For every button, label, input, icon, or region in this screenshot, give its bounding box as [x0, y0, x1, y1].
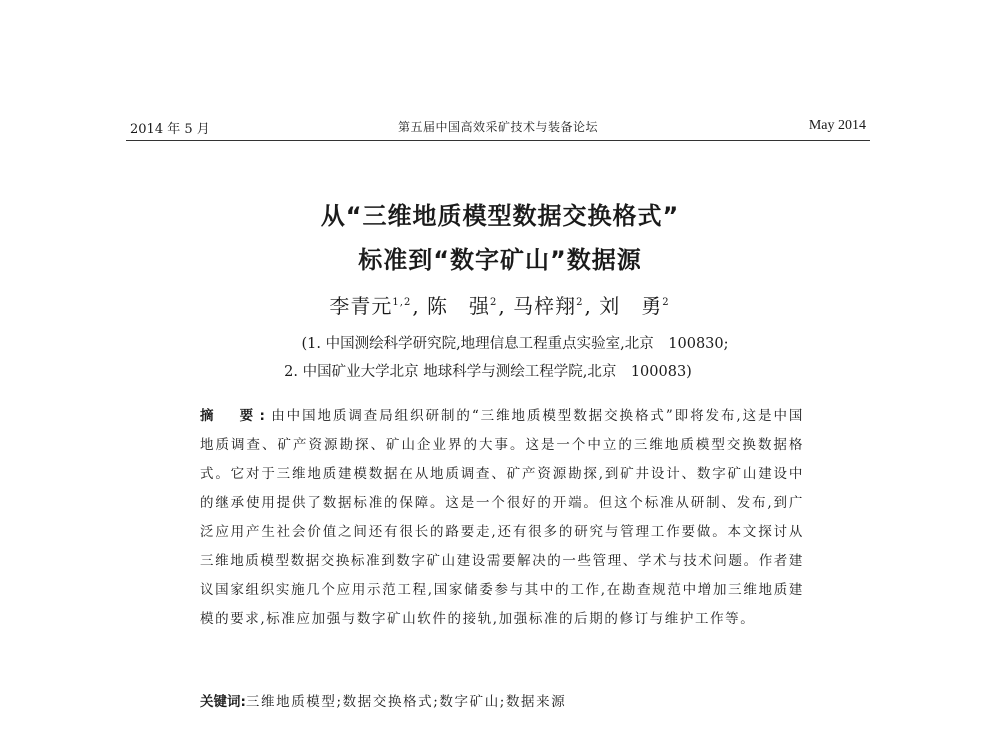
author-list	[130, 290, 870, 319]
header-conference: 第五届中国高效采矿技术与装备论坛	[397, 120, 598, 134]
author-affiliation-mark: 2	[662, 297, 670, 309]
author-separator: ,	[584, 294, 592, 318]
author-separator: ,	[412, 294, 420, 318]
keywords	[200, 690, 804, 710]
header-date: 2014 年 5 月	[130, 122, 210, 137]
author-name: 刘 勇	[599, 294, 663, 318]
author	[599, 294, 670, 318]
header-rule	[126, 140, 870, 141]
author	[513, 294, 592, 318]
author-name: 马梓翔	[513, 294, 577, 318]
author-name: 陈 强	[427, 294, 491, 318]
author-separator: ,	[498, 294, 506, 318]
keywords-text: 三维地质模型;数据交换格式;数字矿山;数据来源	[245, 694, 567, 710]
author	[427, 294, 506, 318]
author-name: 李青元	[329, 294, 393, 318]
abstract-text: 由中国地质调查局组织研制的“三维地质模型数据交换格式”即将发布,这是中国地质调查、矿产资源勘探、矿山企业界的大事。这是一个中立的三维地质模型交换数据格式。它对于三维地质建模数据在从地质调查、矿产资源勘探,到矿井设计、数字矿山建设中的继承使用提供了数据标准的保障。这是一个很好的开端。但这个标准从研制、发布,到广泛应用产生社会价值之间还有很长的路要走,还有很多的研究与管理工作要做。本文探讨从三维地质模型数据交换标准到数字矿山建设需要解决的一些管理、学术与技术问题。作者建议国家组织实施几个应用示范工程,国家储委参与其中的工作,在勘查规范中增加三维地质建模的要求,标准应加强与数字矿山软件的接轨,加强标准的后期的修订与维护工作等。	[200, 408, 804, 627]
paper-title-line-2: 标准到“数字矿山”数据源	[358, 246, 642, 274]
keywords-label: 关键词:	[200, 694, 246, 710]
abstract-label: 摘 要:	[200, 408, 271, 424]
abstract	[200, 402, 804, 634]
affiliation-line-1: (1. 中国测绘科学研究院,地理信息工程重点实验室,北京 100830;	[301, 336, 729, 352]
author	[329, 294, 419, 318]
header-date-en: May 2014	[808, 118, 866, 133]
author-affiliation-mark: 2	[490, 297, 498, 309]
affiliation-line-2: 2. 中国矿业大学北京 地球科学与测绘工程学院,北京 100083)	[284, 364, 692, 380]
author-affiliation-mark: 1,2	[392, 297, 412, 309]
paper-title-line-1: 从“三维地质模型数据交换格式”	[320, 202, 680, 230]
author-affiliation-mark: 2	[576, 297, 584, 309]
running-header	[130, 118, 866, 138]
